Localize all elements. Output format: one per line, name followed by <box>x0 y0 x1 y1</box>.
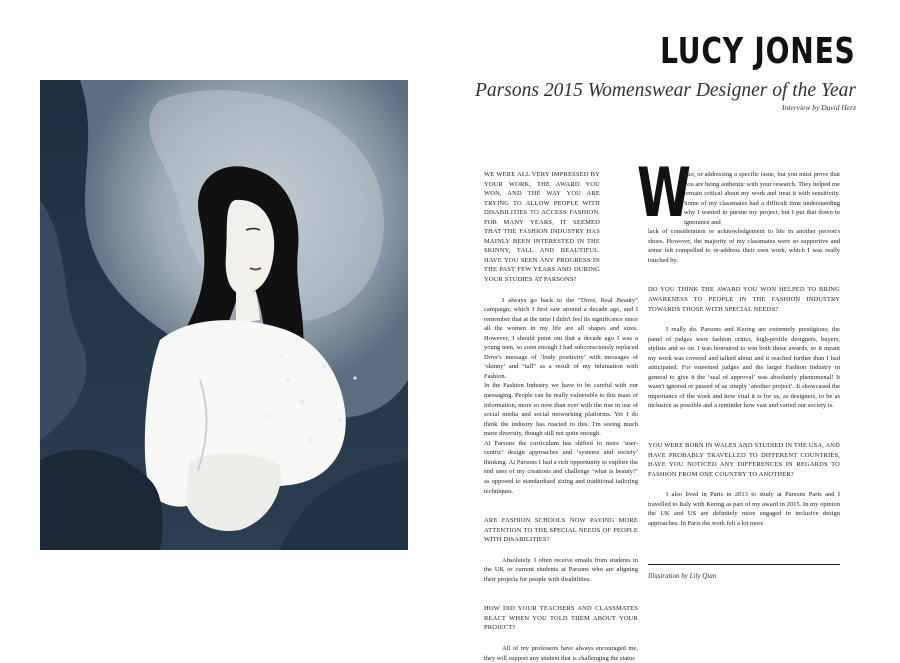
question-2: ARE FASHION SCHOOLS NOW PAYING MORE ATTENTION TO THE SPECIAL NEEDS OF PEOPLE WITH DISABILITIES? <box>484 517 638 544</box>
illustration-artwork <box>40 80 408 550</box>
byline: Interview by David Herz <box>782 103 856 112</box>
question-5: YOU WERE BORN IN WALES AND STUDIED IN THE USA, AND HAVE PROBABLY TRAVELLED TO DIFFERENT COUNTRIES, HAVE YOU NOTICED ANY DIFFERENCES IN REGARDS TO FASHION FROM ONE COUNTRY TO ANOTHER? <box>648 442 840 478</box>
question-4: DO YOU THINK THE AWARD YOU WON HELPED TO BRING AWARENESS TO PEOPLE IN THE FASHION INDUSTRY TOWARDS THOSE WITH SPECIAL NEEDS? <box>648 286 840 313</box>
answer-3-continued: lack of consideration or acknowledgement to life in another person's shoes. However, the majority of my classmates were so supportive and some felt compelled to re-address their own work, which I was really touched by. <box>648 228 840 264</box>
right-column <box>648 170 840 528</box>
question-1: WE WERE ALL VERY IMPRESSED BY YOUR WORK, THE AWARD YOU WON, AND THE WAY YOU ARE TRYING TO ALLOW PEOPLE WITH DISABILITIES TO ACCESS FASHION. FOR MANY YEARS, IT SEEMED THAT THE FASHION INDUSTRY HAS MAINLY BEEN INTERESTED IN THE SKINNY, TALL AND BEAUTIFUL. HAVE YOU SEEN ANY PROGRESS IN THE PAST FEW YEARS AND DURING YOUR STUDIES AT PARSONS? <box>484 171 600 284</box>
deck-subtitle: Parsons 2015 Womenswear Designer of the Year <box>475 80 856 101</box>
answer-4: I really do. Parsons and Kering are extremely prestigious; the panel of judges were fashion critics, high-profile designers, buyers, stylists and so on. I was honoured to win both those awards, so it meant my work was covered and talked about and it reached further than I had anticipated. For esteemed judges and the larger Fashion Industry in general to give it the ‘seal of approval’ was absolutely phenomenal! It wasn't ignored or passed of as simply ‘another project’. It showcased the importance of the work and how vital it is for us, as designers, to be as inclusive as possible and a reminder how vast and varied our society is. <box>648 326 840 410</box>
answer-3-continued-top: quo, or addressing a specific issue, but you must prove that you are being authentic with your research. They helped me remain critical about my work and treat it with sensitivity. Some of my classmates had a difficult time understanding why I wanted to pursue my project, but I put that down to ignorance and <box>684 171 840 226</box>
answer-5: I also lived in Paris in 2013 to study at Parsons Paris and I travelled to Italy with Kering as part of my award in 2015. In my opinion the UK and US are definitely more engaged in inclusive design approaches. In Paris the work felt a lot more <box>648 491 840 527</box>
caption-divider <box>648 564 840 565</box>
drop-cap: W <box>637 154 692 233</box>
left-column <box>484 170 638 663</box>
question-3: HOW DID YOUR TEACHERS AND CLASSMATES REACT WHEN YOU TOLD THEM ABOUT YOUR PROJECT? <box>484 605 638 632</box>
headline: LUCY JONES <box>660 31 856 72</box>
answer-1-paragraph-2: In the Fashion Industry we have to be careful with our messaging. People can be really vulnerable to this mass of information, more so now than ever with the rise in use of social media and social networking platforms. Yet I do think the industry has reacted to this. I'm seeing much more diversity, though still not quite enough. <box>484 382 638 438</box>
answer-1-paragraph-1: I always go back to the “Dove, Real Beauty” campaign, which I first saw around a decade ago, and I remember that at the time I didn't feel its significance since all the women in my life are all shapes and sizes. However, I should point out that a decade ago I was a young teen, so soon enough I had subconsciously replaced Dove's message of ‘body positivity’ with messages of ‘skinny’ and “tall” as a result of my infatuation with Fashion. <box>484 296 638 380</box>
fashion-illustration <box>40 80 408 550</box>
illustration-credit: Illustration by Lily Qian <box>648 572 717 580</box>
answer-2: Absolutely. I often receive emails from students in the UK or current students at Parsons who are aligning their projects for people with disabilities. <box>484 556 638 583</box>
answer-3: All of my professors have always encouraged me, they will support any student that is challenging the status <box>484 644 638 662</box>
answer-1-paragraph-3: At Parsons the curriculum has shifted to more ‘user-centric’ design approaches and ‘systems and society’ thinking. At Parsons I had a rich opportunity to explore the end uses of my creations and challenge ‘what is beauty?’ as opposed to standardised sizing and traditional tailoring techniques. <box>484 439 638 495</box>
